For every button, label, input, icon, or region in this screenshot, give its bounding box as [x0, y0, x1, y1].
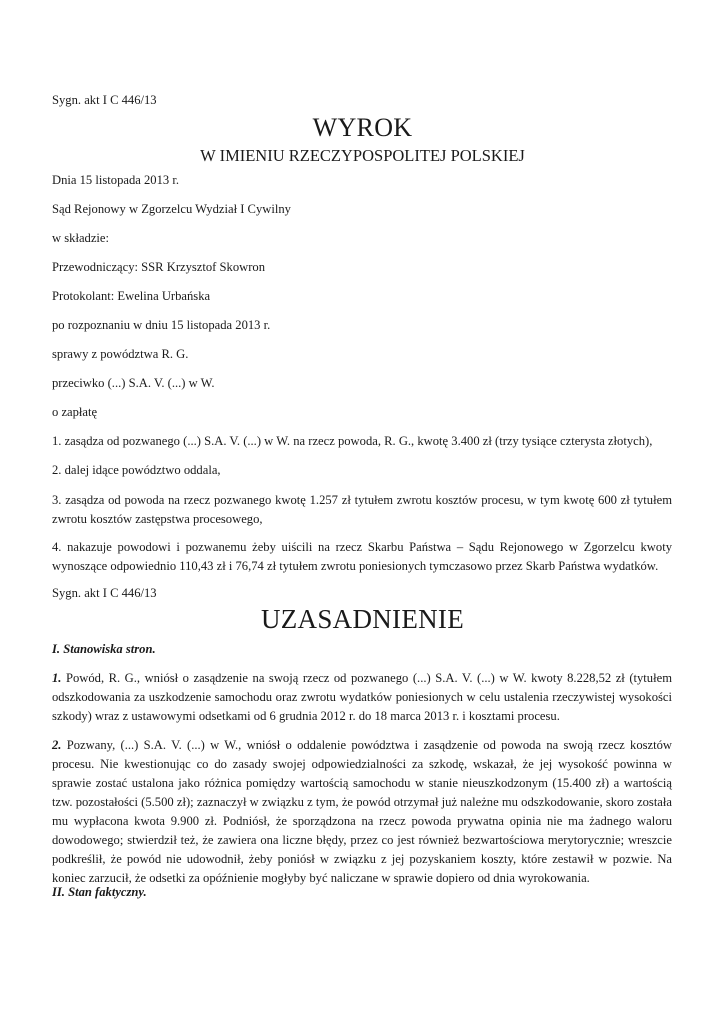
case-defendant: przeciwko (...) S.A. V. (...) w W.	[52, 376, 215, 390]
court-name: Sąd Rejonowy w Zgorzelcu Wydział I Cywilny	[52, 202, 291, 216]
paragraph-2	[52, 736, 672, 888]
paragraph-1	[52, 669, 672, 726]
verdict-point-2: 2. dalej idące powództwo oddala,	[52, 463, 221, 477]
verdict-point-3: 3. zasądza od powoda na rzecz pozwanego kwotę 1.257 zł tytułem zwrotu kosztów procesu, w tym kwotę 600 zł tytułem zwrotu kosztów zastępstwa procesowego,	[52, 493, 672, 526]
judgment-date: Dnia 15 listopada 2013 r.	[52, 173, 179, 187]
paragraph-2-text: Pozwany, (...) S.A. V. (...) w W., wniósł o oddalenie powództwa i zasądzenie od powoda na swoją rzecz kosztów procesu. Nie kwestionując co do zasady swojej odpowiedzialności za szkodę, wskazał, że jej wysokość powinna w sprawie zostać ustalona jako różnica pomiędzy wartością samochodu w stanie nieuszkodzonym (15.400 zł) a wartością tzw. pozostałości (5.500 zł); zaznaczył w związku z tym, że powód otrzymał już należne mu odszkodowanie, skoro została mu wypłacona kwota 9.900 zł. Podniósł, że sporządzona na rzecz powoda prywatna opinia nie ma żadnego waloru dowodowego; stwierdził też, że zawiera ona liczne błędy, przez co jest również bezwartościowa merytorycznie; wreszcie podkreślił, że powód nie udowodnił, żeby poniósł w związku z jej pozyskaniem koszty, które zestawił w pozwie. Na koniec zarzucił, że odsetki za opóźnienie mogłyby być naliczane w sprawie dopiero od dnia wyrokowania.	[52, 738, 672, 885]
verdict-point-4: 4. nakazuje powodowi i pozwanemu żeby uiścili na rzecz Skarbu Państwa – Sądu Rejonowego w Zgorzelcu kwoty wynoszące odpowiednio 110,43 zł i 76,74 zł tytułem zwrotu poniesionych tymczasowo przez Skarb Państwa wydatków.	[52, 540, 672, 573]
court-clerk: Protokolant: Ewelina Urbańska	[52, 289, 211, 303]
case-plaintiff: sprawy z powództwa R. G.	[52, 347, 189, 361]
paragraph-1-text: Powód, R. G., wniósł o zasądzenie na swoją rzecz od pozwanego (...) S.A. V. (...) w W. kwoty 8.228,52 zł (tytułem odszkodowania za uszkodzenie samochodu oraz zwrotu wydatków poniesionych w celu ustalenia rzeczywistej wysokości szkody) wraz z ustawowymi odsetkami od 6 grudnia 2012 r. do 18 marca 2013 r. i kosztami procesu.	[52, 671, 672, 723]
section-heading-facts: II. Stan faktyczny.	[52, 885, 147, 899]
judgment-title: WYROK	[312, 113, 413, 142]
composition-label: w składzie:	[52, 231, 110, 245]
paragraph-2-number: 2.	[52, 738, 62, 752]
presiding-judge: Przewodniczący: SSR Krzysztof Skowron	[52, 260, 266, 274]
paragraph-1-number: 1.	[52, 671, 62, 685]
section-heading-positions: I. Stanowiska stron.	[52, 642, 156, 656]
justification-title: UZASADNIENIE	[260, 604, 465, 634]
judgment-subtitle: W IMIENIU RZECZYPOSPOLITEJ POLSKIEJ	[200, 146, 525, 165]
verdict-point-1: 1. zasądza od pozwanego (...) S.A. V. (...) w W. na rzecz powoda, R. G., kwotę 3.400 zł (trzy tysiące czterysta złotych),	[52, 434, 653, 448]
hearing-date: po rozpoznaniu w dniu 15 listopada 2013 r.	[52, 318, 271, 332]
case-signature: Sygn. akt I C 446/13	[52, 93, 157, 107]
case-signature-2: Sygn. akt I C 446/13	[52, 586, 157, 600]
case-subject: o zapłatę	[52, 405, 98, 419]
